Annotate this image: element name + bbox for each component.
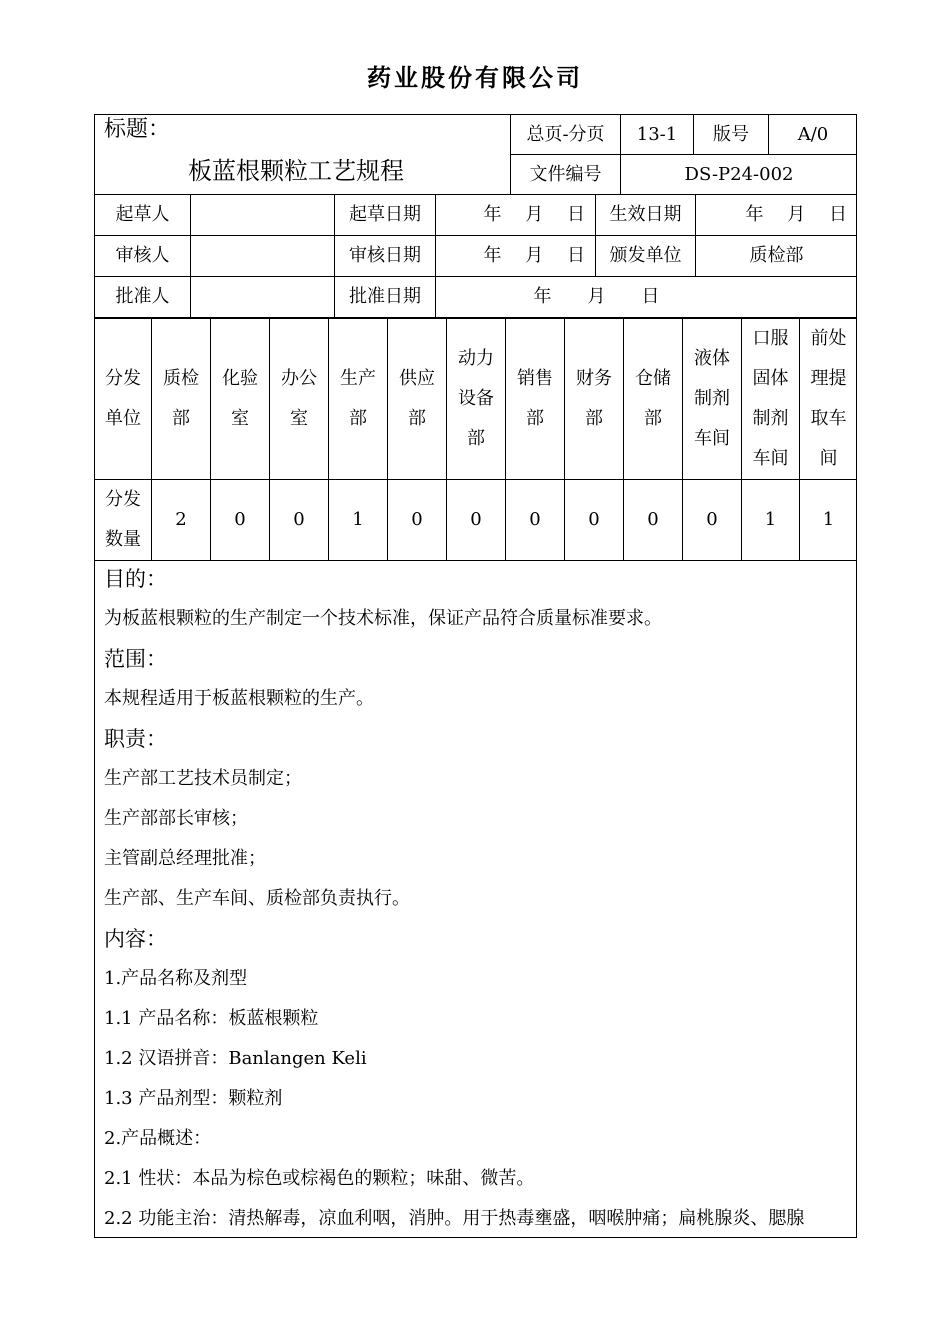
distribution-qty: 0 bbox=[388, 480, 447, 561]
distribution-qty: 0 bbox=[447, 480, 506, 561]
drafter-value bbox=[191, 195, 335, 236]
distribution-unit-line: 部 bbox=[349, 408, 367, 429]
duty-line: 生产部部长审核； bbox=[104, 808, 248, 829]
distribution-qty: 0 bbox=[683, 480, 742, 561]
draft-date-label: 起草日期 bbox=[335, 195, 436, 236]
distribution-qty: 0 bbox=[270, 480, 329, 561]
title-label: 标题： bbox=[104, 117, 171, 142]
file-no-label: 文件编号 bbox=[511, 155, 621, 195]
distribution-unit bbox=[447, 319, 506, 480]
distribution-unit-header bbox=[95, 319, 152, 480]
distribution-unit-line: 制剂 bbox=[694, 388, 730, 409]
approval-table bbox=[94, 194, 857, 318]
total-page-label: 总页-分页 bbox=[511, 115, 621, 155]
distribution-unit-line: 部 bbox=[526, 408, 544, 429]
distribution-unit-line: 室 bbox=[290, 408, 308, 429]
reviewer-label: 审核人 bbox=[95, 236, 191, 277]
distribution-unit-line: 理提 bbox=[810, 368, 847, 389]
purpose-heading: 目的： bbox=[104, 567, 167, 591]
distribution-qty: 0 bbox=[624, 480, 683, 561]
distribution-unit-line: 口服 bbox=[752, 328, 789, 349]
distribution-unit-line: 化验 bbox=[222, 368, 258, 389]
distribution-unit-line: 质检 bbox=[163, 368, 199, 389]
title-cell bbox=[95, 115, 511, 195]
content-line: 1.产品名称及剂型 bbox=[104, 968, 248, 989]
distribution-unit-line: 部 bbox=[408, 408, 426, 429]
distribution-unit-line: 间 bbox=[819, 448, 838, 469]
distribution-unit-line: 室 bbox=[231, 408, 249, 429]
document-title: 板蓝根颗粒工艺规程 bbox=[188, 157, 404, 185]
distribution-unit-line: 动力 bbox=[458, 348, 494, 369]
reviewer-value bbox=[191, 236, 335, 277]
distribution-unit bbox=[506, 319, 565, 480]
distribution-qty: 1 bbox=[800, 480, 858, 561]
draft-date-value: 年 月 日 bbox=[436, 195, 596, 236]
review-date-label: 审核日期 bbox=[335, 236, 436, 277]
content-line: 1.1 产品名称：板蓝根颗粒 bbox=[104, 1008, 319, 1029]
distribution-unit-line: 取车 bbox=[810, 408, 847, 429]
effective-date-label: 生效日期 bbox=[596, 195, 696, 236]
total-page-value: 13-1 bbox=[621, 115, 694, 155]
header-table bbox=[94, 114, 857, 195]
distribution-unit-line: 部 bbox=[467, 428, 485, 449]
review-date-value: 年 月 日 bbox=[436, 236, 596, 277]
distribution-unit-line: 生产 bbox=[340, 368, 376, 389]
version-value: A/0 bbox=[769, 115, 858, 155]
content-line: 2.2 功能主治：清热解毒，凉血利咽，消肿。用于热毒壅盛，咽喉肿痛；扁桃腺炎、腮腺 bbox=[104, 1208, 805, 1229]
approver-value bbox=[191, 277, 335, 318]
qty-header-line: 分发 bbox=[105, 489, 141, 510]
distribution-qty: 1 bbox=[742, 480, 800, 561]
approve-date-value: 年 月 日 bbox=[436, 277, 858, 318]
distribution-unit-line: 财务 bbox=[576, 368, 612, 389]
distribution-unit-line: 车间 bbox=[694, 428, 730, 449]
distribution-qty: 1 bbox=[329, 480, 388, 561]
distribution-unit-line: 销售 bbox=[517, 368, 553, 389]
company-name: 药业股份有限公司 bbox=[367, 64, 583, 92]
content-line: 1.3 产品剂型：颗粒剂 bbox=[104, 1088, 283, 1109]
distribution-unit-line: 供应 bbox=[399, 368, 435, 389]
distribution-unit-line: 液体 bbox=[694, 348, 730, 369]
distribution-qty: 0 bbox=[211, 480, 270, 561]
distribution-unit bbox=[683, 319, 742, 480]
distribution-unit bbox=[329, 319, 388, 480]
effective-date-value: 年 月 日 bbox=[696, 195, 858, 236]
distribution-unit bbox=[624, 319, 683, 480]
purpose-text: 为板蓝根颗粒的生产制定一个技术标准，保证产品符合质量标准要求。 bbox=[104, 608, 662, 629]
duty-line: 生产部工艺技术员制定； bbox=[104, 768, 302, 789]
distribution-unit bbox=[565, 319, 624, 480]
duty-line: 生产部、生产车间、质检部负责执行。 bbox=[104, 888, 410, 909]
distribution-unit bbox=[152, 319, 211, 480]
issuer-value: 质检部 bbox=[696, 236, 858, 277]
distribution-unit bbox=[800, 319, 858, 480]
distribution-unit-line: 设备 bbox=[458, 388, 494, 409]
distribution-qty: 0 bbox=[565, 480, 624, 561]
distribution-unit-line: 办公 bbox=[281, 368, 317, 389]
distribution-unit bbox=[388, 319, 447, 480]
qty-header-line: 数量 bbox=[105, 529, 141, 550]
version-label: 版号 bbox=[694, 115, 769, 155]
content-line: 1.2 汉语拼音：Banlangen Keli bbox=[104, 1048, 367, 1069]
distribution-unit-line: 制剂 bbox=[752, 408, 789, 429]
drafter-label: 起草人 bbox=[95, 195, 191, 236]
distribution-qty: 0 bbox=[506, 480, 565, 561]
approver-label: 批准人 bbox=[95, 277, 191, 318]
distribution-qty-header bbox=[95, 480, 152, 561]
distribution-unit bbox=[742, 319, 800, 480]
content-line: 2.产品概述： bbox=[104, 1128, 212, 1149]
distribution-unit bbox=[211, 319, 270, 480]
distribution-unit-line: 车间 bbox=[752, 448, 789, 469]
issuer-label: 颁发单位 bbox=[596, 236, 696, 277]
scope-heading: 范围： bbox=[104, 647, 167, 671]
file-no-value: DS-P24-002 bbox=[621, 155, 858, 195]
distribution-table bbox=[94, 318, 857, 561]
distribution-unit-line: 仓储 bbox=[635, 368, 671, 389]
approve-date-label: 批准日期 bbox=[335, 277, 436, 318]
content-line: 2.1 性状：本品为棕色或棕褐色的颗粒；味甜、微苦。 bbox=[104, 1168, 535, 1189]
distribution-qty: 2 bbox=[152, 480, 211, 561]
distribution-unit-line: 部 bbox=[172, 408, 190, 429]
document-frame bbox=[94, 114, 857, 1238]
scope-text: 本规程适用于板蓝根颗粒的生产。 bbox=[104, 688, 374, 709]
distribution-unit-line: 部 bbox=[644, 408, 662, 429]
unit-header-line: 分发 bbox=[105, 368, 141, 389]
document-body bbox=[104, 559, 849, 1238]
distribution-unit-line: 部 bbox=[585, 408, 603, 429]
duty-heading: 职责： bbox=[104, 727, 167, 751]
unit-header-line: 单位 bbox=[105, 408, 141, 429]
distribution-unit-line: 前处 bbox=[810, 328, 847, 349]
distribution-unit-line: 固体 bbox=[752, 368, 789, 389]
content-heading: 内容： bbox=[104, 927, 167, 951]
distribution-unit bbox=[270, 319, 329, 480]
duty-line: 主管副总经理批准； bbox=[104, 848, 266, 869]
